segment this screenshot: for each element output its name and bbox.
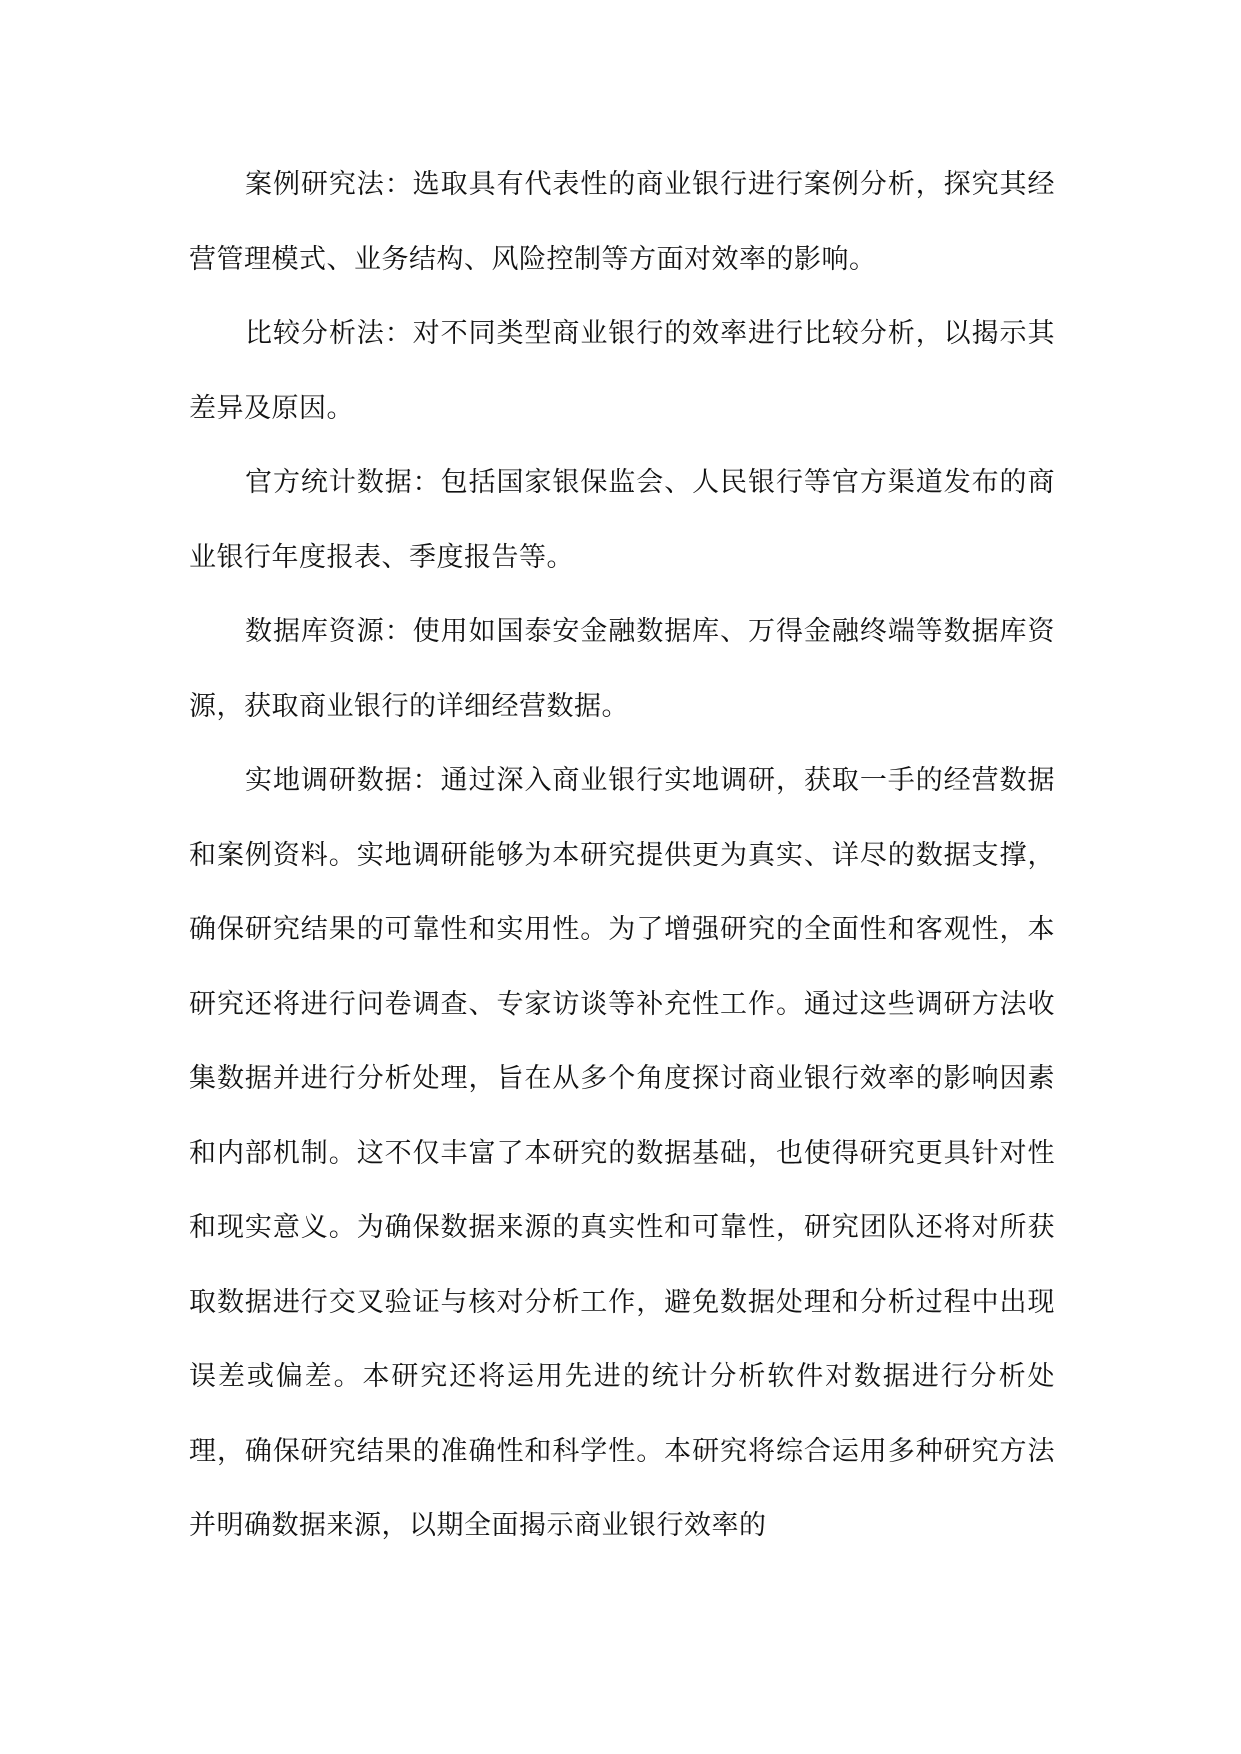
paragraph-official-statistics: 官方统计数据：包括国家银保监会、人民银行等官方渠道发布的商业银行年度报表、季度报告等。	[189, 467, 1055, 573]
paragraph-database-resources: 数据库资源：使用如国泰安金融数据库、万得金融终端等数据库资源，获取商业银行的详细经营数据。	[189, 616, 1055, 722]
paragraph-field-research-data: 实地调研数据：通过深入商业银行实地调研，获取一手的经营数据和案例资料。实地调研能够为本研究提供更为真实、详尽的数据支撑，确保研究结果的可靠性和实用性。为了增强研究的全面性和客观性，本研究还将进行问卷调查、专家访谈等补充性工作。通过这些调研方法收集数据并进行分析处理，旨在从多个角度探讨商业银行效率的影响因素和内部机制。这不仅丰富了本研究的数据基础，也使得研究更具针对性和现实意义。为确保数据来源的真实性和可靠性，研究团队还将对所获取数据进行交叉验证与核对分析工作，避免数据处理和分析过程中出现误差或偏差。本研究还将运用先进的统计分析软件对数据进行分析处理，确保研究结果的准确性和科学性。本研究将综合运用多种研究方法并明确数据来源，以期全面揭示商业银行效率的	[189, 765, 1055, 1541]
paragraph-comparative-analysis-method: 比较分析法：对不同类型商业银行的效率进行比较分析，以揭示其差异及原因。	[189, 318, 1055, 424]
paragraph-case-study-method: 案例研究法：选取具有代表性的商业银行进行案例分析，探究其经营管理模式、业务结构、风险控制等方面对效率的影响。	[189, 169, 1055, 275]
body-text	[189, 148, 1055, 1564]
